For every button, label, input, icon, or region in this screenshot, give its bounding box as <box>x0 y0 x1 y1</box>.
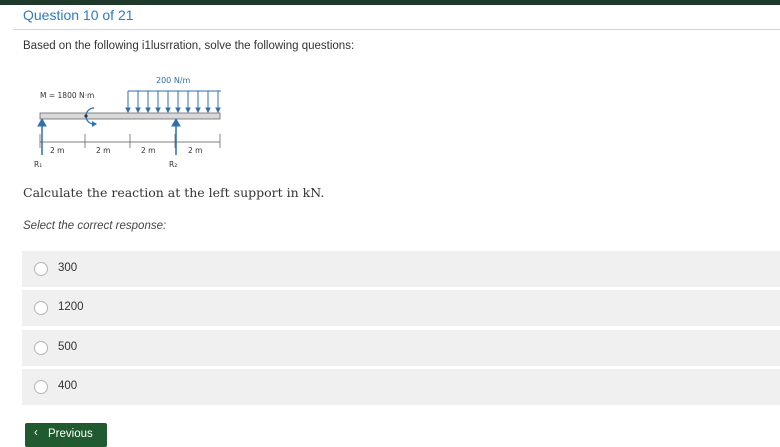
question-prompt: Based on the following i1lusrration, solve the following questions: <box>23 40 355 52</box>
beam-illustration <box>28 70 228 175</box>
top-bar <box>0 0 780 5</box>
option-label: 500 <box>58 341 78 353</box>
option-item[interactable] <box>22 251 780 287</box>
distributed-load-label: 200 N/m <box>156 76 191 85</box>
segment-label: 2 m <box>50 146 65 155</box>
radio-button[interactable] <box>34 341 48 355</box>
reaction-left-label: R₁ <box>34 160 43 169</box>
reaction-arrow-left <box>38 119 46 155</box>
option-label: 300 <box>58 262 78 274</box>
segment-label: 2 m <box>188 146 203 155</box>
distributed-load-arrows <box>126 91 220 112</box>
chevron-left-icon: ‹ <box>34 427 38 439</box>
question-text: Calculate the reaction at the left support in kN. <box>23 185 325 200</box>
segment-label: 2 m <box>96 146 111 155</box>
segment-label: 2 m <box>141 146 156 155</box>
option-label: 1200 <box>58 301 84 313</box>
question-counter: Question 10 of 21 <box>23 7 134 23</box>
moment-label: M = 1800 N·m <box>40 91 95 100</box>
option-item[interactable] <box>22 290 780 326</box>
option-label: 400 <box>58 380 78 392</box>
radio-button[interactable] <box>34 262 48 276</box>
radio-button[interactable] <box>34 380 48 394</box>
option-item[interactable] <box>22 369 780 405</box>
select-instruction: Select the correct response: <box>23 220 167 232</box>
radio-button[interactable] <box>34 301 48 315</box>
divider <box>13 29 780 30</box>
reaction-right-label: R₂ <box>169 160 178 169</box>
previous-button-label: Previous <box>48 428 93 440</box>
option-item[interactable] <box>22 330 780 366</box>
beam <box>40 113 220 119</box>
reaction-arrow-right <box>172 119 180 155</box>
previous-button[interactable] <box>25 423 107 447</box>
